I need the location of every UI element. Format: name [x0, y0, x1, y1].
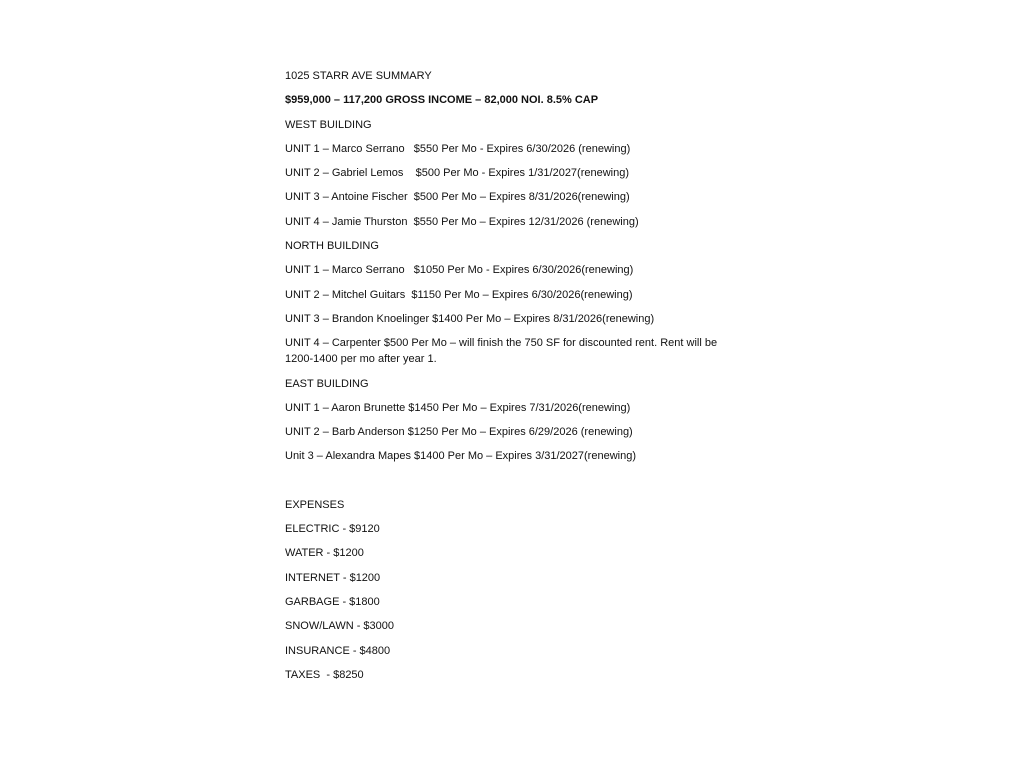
unit-line: UNIT 3 – Antoine Fischer $500 Per Mo – Expires 8/31/2026(renewing) [285, 191, 630, 204]
document-title: 1025 STARR AVE SUMMARY [285, 70, 432, 82]
document-body [285, 68, 735, 691]
expense-line: ELECTRIC - $9120 [285, 523, 380, 536]
expense-line: GARBAGE - $1800 [285, 595, 380, 608]
building-heading-north: NORTH BUILDING [285, 240, 379, 253]
unit-line: UNIT 4 – Jamie Thurston $550 Per Mo – Expires 12/31/2026 (renewing) [285, 215, 639, 228]
unit-line: UNIT 2 – Barb Anderson $1250 Per Mo – Expires 6/29/2026 (renewing) [285, 426, 633, 439]
unit-line: UNIT 3 – Brandon Knoelinger $1400 Per Mo – Expires 8/31/2026(renewing) [285, 312, 655, 325]
building-heading-west: WEST BUILDING [285, 118, 372, 131]
expense-line: INTERNET - $1200 [285, 571, 381, 584]
section-spacer [285, 473, 735, 497]
unit-line: UNIT 2 – Gabriel Lemos $500 Per Mo - Expires 1/31/2027(renewing) [285, 167, 630, 180]
unit-line: UNIT 4 – Carpenter $500 Per Mo – will finish the 750 SF for discounted rent. Rent will be 1200-1400 per mo after year 1. [285, 337, 718, 366]
unit-line: UNIT 1 – Marco Serrano $1050 Per Mo - Expires 6/30/2026(renewing) [285, 264, 634, 277]
unit-line: UNIT 1 – Aaron Brunette $1450 Per Mo – Expires 7/31/2026(renewing) [285, 401, 631, 414]
unit-line: Unit 3 – Alexandra Mapes $1400 Per Mo – Expires 3/31/2027(renewing) [285, 450, 636, 463]
expense-line: WATER - $1200 [285, 547, 364, 560]
expense-line: TAXES - $8250 [285, 668, 364, 681]
expenses-heading: EXPENSES [285, 498, 345, 511]
unit-line: UNIT 1 – Marco Serrano $550 Per Mo - Expires 6/30/2026 (renewing) [285, 142, 631, 155]
expense-line: INSURANCE - $4800 [285, 644, 391, 657]
building-heading-east: EAST BUILDING [285, 377, 369, 390]
price-summary: $959,000 – 117,200 GROSS INCOME – 82,000 NOI. 8.5% CAP [285, 94, 599, 107]
unit-line: UNIT 2 – Mitchel Guitars $1150 Per Mo – Expires 6/30/2026(renewing) [285, 288, 633, 301]
expense-line: SNOW/LAWN - $3000 [285, 620, 395, 633]
